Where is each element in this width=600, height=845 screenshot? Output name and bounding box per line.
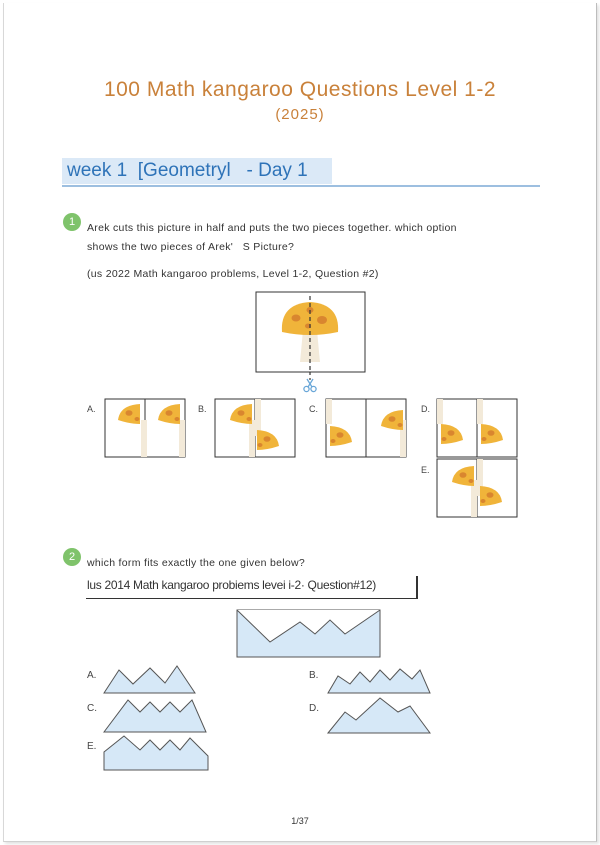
option-c-label: C.: [309, 404, 318, 414]
option-e-shape: [104, 736, 208, 770]
question-text-line1: Arek cuts this picture in half and puts the two pieces together. which option: [87, 222, 457, 234]
page-number: 1/37: [291, 816, 309, 826]
target-shape: [237, 610, 380, 657]
section-header: week 1 [Geometryl - Day 1: [67, 160, 308, 181]
option-a-label: A.: [87, 670, 97, 681]
question-source: lus 2014 Math kangaroo probiems levei i-2· Question#12): [87, 578, 377, 592]
question-text: which form fits exactly the one given below?: [87, 557, 306, 569]
option-e-label: E.: [421, 465, 430, 475]
question-source: (us 2022 Math kangaroo problems, Level 1-2, Question #2): [87, 268, 379, 280]
option-a-shape: [104, 666, 195, 693]
option-d-label: D.: [421, 404, 430, 414]
option-b-shape: [328, 669, 430, 693]
option-b-label: B.: [309, 670, 319, 681]
option-c-label: C.: [87, 703, 97, 714]
question-text-line2: shows the two pieces of Arek' S Picture?: [87, 241, 295, 253]
option-a-label: A.: [87, 404, 96, 414]
option-c-shape: [104, 700, 206, 732]
option-e-label: E.: [87, 741, 97, 752]
page-title: 100 Math kangaroo Questions Level 1-2: [103, 78, 497, 101]
option-b-label: B.: [198, 404, 207, 414]
option-d-shape: [328, 698, 430, 733]
question-number-badge: 1: [63, 213, 81, 231]
option-d-label: D.: [309, 703, 319, 714]
page-subtitle: (2025): [275, 106, 325, 123]
question-number-badge: 2: [63, 548, 81, 566]
